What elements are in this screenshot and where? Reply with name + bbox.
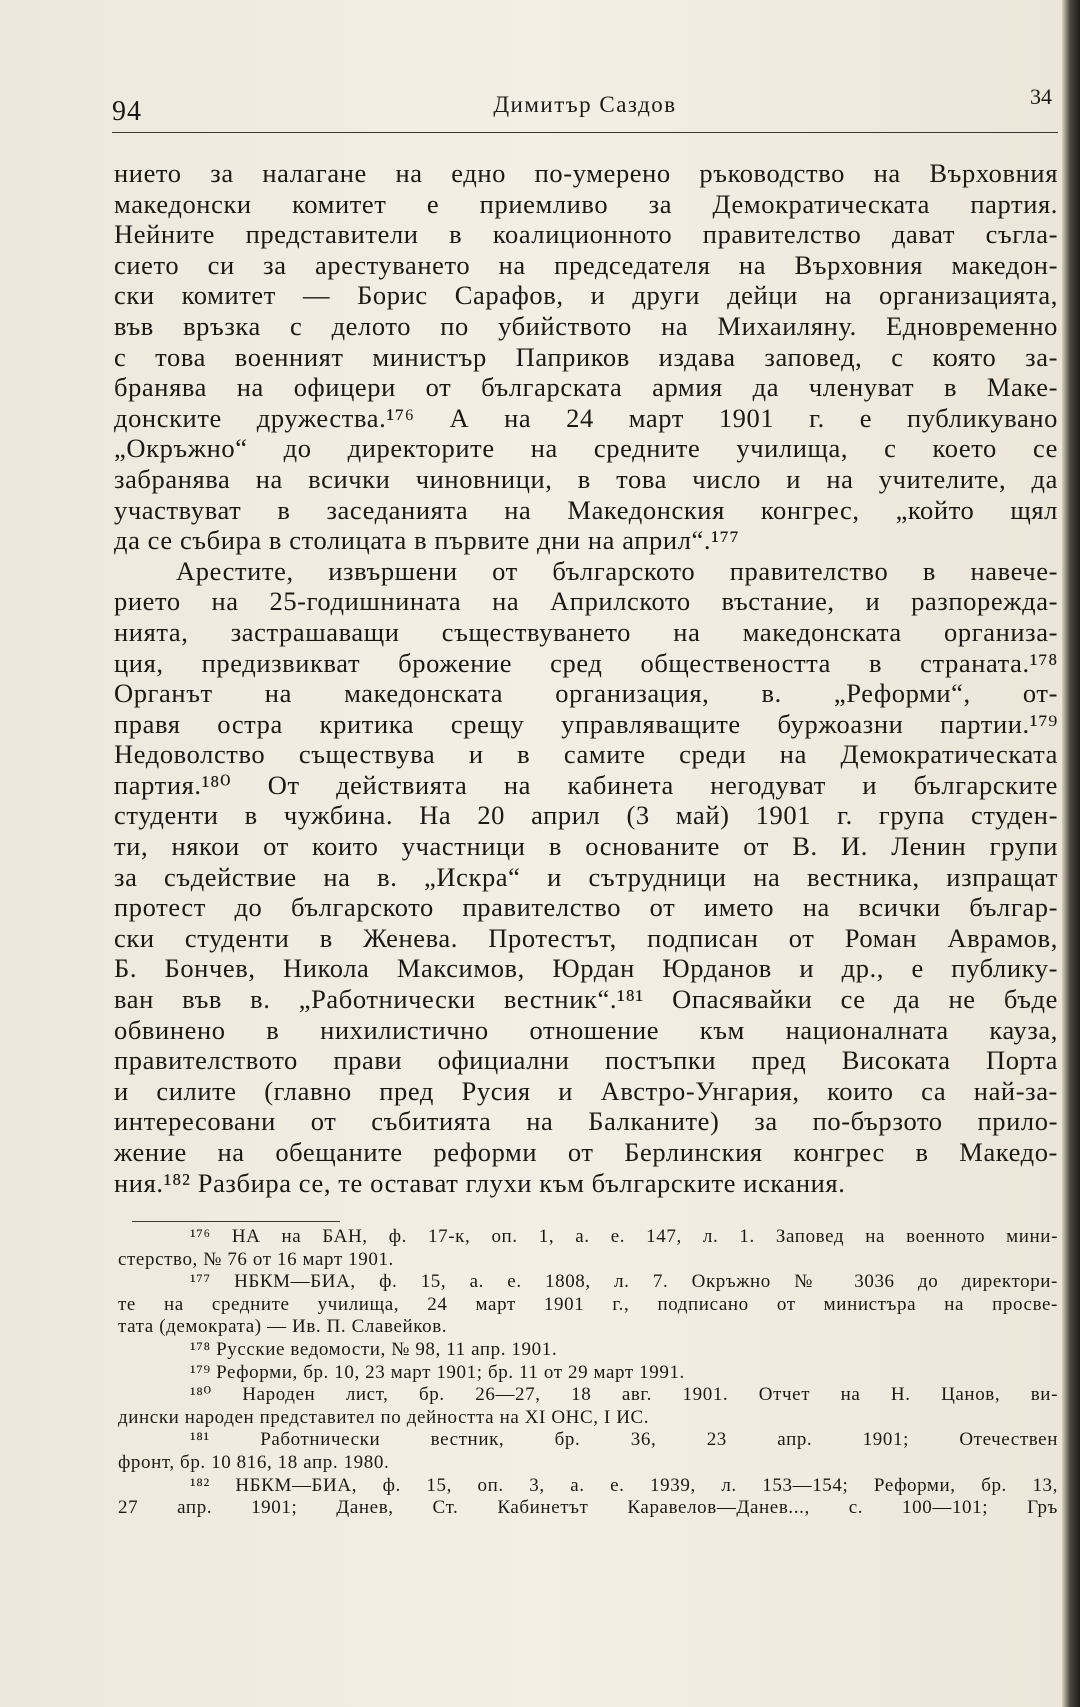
text-line: и силите (главно пред Русия и Австро-Унгария, които са най-за- [114,1075,1058,1106]
text-line: бранява на офицери от българската армия да членуват в Маке- [114,372,1058,403]
footnote-line: дински народен представител по дейността на XI ОНС, I ИС. [118,1406,650,1428]
text-line: с това военният министър Паприков издава заповед, с която за- [114,341,1058,372]
footnote-line: тата (демократа) — Ив. П. Славейков. [118,1316,448,1338]
body-text [114,158,1058,1198]
text-line: ски студенти в Женева. Протестът, подписан от Роман Аврамов, [114,922,1058,953]
text-line: ски комитет — Борис Сарафов, и други дейци на организацията, [114,280,1058,311]
text-line: интересовани от събитията на Балканите) за по-бързото прило- [114,1106,1058,1137]
text-line: ти, някои от които участници в основаните от В. И. Ленин групи [114,831,1058,862]
text-line: нията, застрашаващи съществуването на македонската организа- [114,616,1058,647]
footnote-line: ¹⁷⁸ Русские ведомости, № 98, 11 апр. 1901. [190,1338,558,1360]
footnote-line: 27 апр. 1901; Данев, Ст. Кабинетът Каравелов—Данев..., с. 100—101; Гръ [118,1497,1058,1519]
text-line: забранява на всички чиновници, в това число и на учителите, да [114,463,1058,494]
text-line: ван във в. „Работнически вестник“.¹⁸¹ Опасявайки се да не бъде [114,984,1058,1015]
text-line: във връзка с делото по убийството на Михаиляну. Едновременно [114,310,1058,341]
text-line: участвуват в заседанията на Македонския конгрес, „който щял [114,494,1058,525]
page-spine-shadow [1062,0,1080,1707]
text-line: рието на 25-годишнината на Априлското въстание, и разпорежда- [114,586,1058,617]
text-line: обвинено в нихилистично отношение към националната кауза, [114,1014,1058,1045]
page-number: 94 [112,96,142,127]
footnote-line: те на средните училища, 24 март 1901 г., подписано от министъра на просве- [118,1293,1058,1315]
footnote-line: ¹⁷⁶ НА на БАН, ф. 17-к, оп. 1, а. е. 147, л. 1. Заповед на военното мини- [190,1226,1058,1247]
page-header [112,78,1058,133]
text-line: ция, предизвикват брожение сред обществеността в страната.¹⁷⁸ [114,647,1058,678]
running-head-author: Димитър Саздов [493,92,677,117]
text-line: правителството прави официални постъпки пред Високата Порта [114,1045,1058,1076]
text-line: партия.¹⁸⁰ От действията на кабинета негодуват и българските [114,769,1058,800]
footnote-line: фронт, бр. 10 816, 18 апр. 1980. [118,1451,390,1473]
text-line: Б. Бончев, Никола Максимов, Юрдан Юрданов и др., е публику- [114,953,1058,984]
footnote-line: ¹⁸⁰ Народен лист, бр. 26—27, 18 авг. 1901. Отчет на Н. Цанов, ви- [190,1384,1058,1406]
text-line: да се събира в столицата в първите дни на април“.¹⁷⁷ [114,525,740,556]
footnote-line: ¹⁷⁷ НБКМ—БИА, ф. 15, а. е. 1808, л. 7. Окръжно № 3036 до директори- [190,1271,1058,1293]
text-line: Нейните представители в коалиционното правителство дават съгла- [114,219,1058,250]
text-line: протест до българското правителство от името на всички българ- [114,892,1058,923]
text-line: донските дружества.¹⁷⁶ А на 24 март 1901 г. е публикувано [114,402,1058,433]
text-line: правя остра критика срещу управляващите буржоазни партии.¹⁷⁹ [114,708,1058,739]
text-line: сието си за арестуването на председателя на Върховния македон- [114,249,1058,280]
text-line: Органът на македонската организация, в. „Реформи“, от- [114,678,1058,709]
footnote-line: ¹⁷⁹ Реформи, бр. 10, 23 март 1901; бр. 11 от 29 март 1991. [190,1361,685,1383]
text-line: Недоволство съществува и в самите среди на Демократическата [114,739,1058,770]
footnotes [118,1226,1058,1520]
text-line: нието за налагане на едно по-умерено ръководство на Върховния [114,158,1058,188]
folio-number: 34 [1030,84,1052,109]
text-line: македонски комитет е приемливо за Демократическата партия. [114,188,1058,219]
footnote-line: стерство, № 76 от 16 март 1901. [118,1248,394,1270]
footnote-line: ¹⁸¹ Работнически вестник, бр. 36, 23 апр. 1901; Отечествен [190,1429,1058,1451]
text-line: „Окръжно“ до директорите на средните училища, с което се [114,433,1058,464]
footnote-divider [132,1221,340,1222]
footnote-line: ¹⁸² НБКМ—БИА, ф. 15, оп. 3, а. е. 1939, л. 153—154; Реформи, бр. 13, [190,1474,1058,1496]
text-line: за съдействие на в. „Искра“ и сътрудници на вестника, изпращат [114,861,1058,892]
text-line: ния.¹⁸² Разбира се, те остават глухи към българските искания. [114,1167,846,1198]
text-line: Арестите, извършени от българското правителство в навече- [176,555,1058,586]
text-line: жение на обещаните реформи от Берлинския конгрес в Македо- [114,1137,1058,1167]
text-line: студенти в чужбина. На 20 април (3 май) 1901 г. група студен- [114,800,1058,831]
